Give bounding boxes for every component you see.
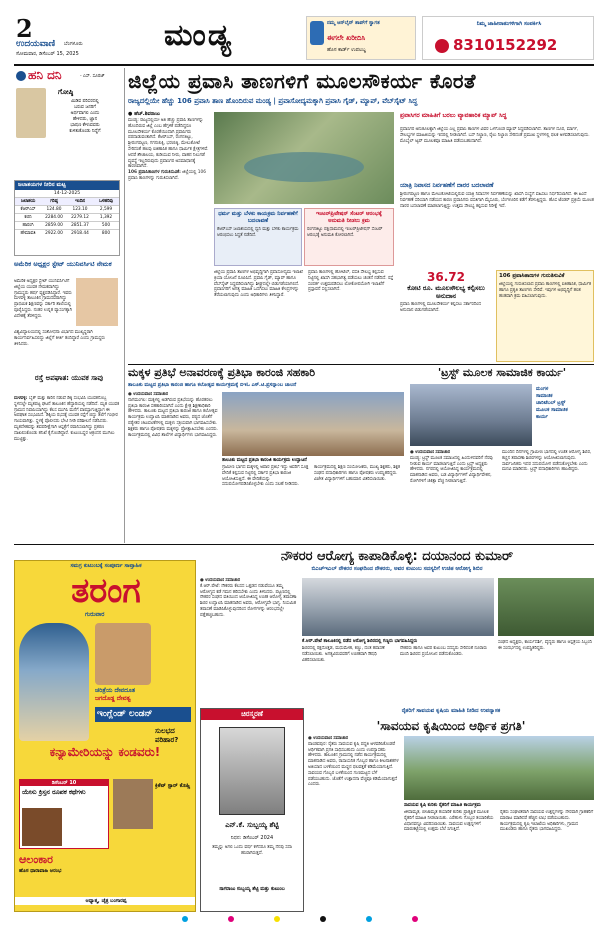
trust-body-1: ● ಉದಯವಾಣಿ ಸಮಾಚಾರ ಮಂಡ್ಯ: ಟ್ರಸ್ಟ್ ಮೂಲಕ ಸಮಾಜದಲ್ಲಿ ಹಿಂದುಳಿದವರಿಗೆ ನೆರವು ನೀಡುವ ಕಾರ್ಯ ಮಾಡಲಾಗುತ್ತಿದೆ ಎಂದು ಟ್ರಸ್ಟ್ ಅಧ್ಯಕ್ಷರು ಹೇಳಿದರು. ನಗರದಲ್ಲಿ ಆಯೋಜಿಸಿದ್ದ ಕಾರ್ಯಕ್ರಮದಲ್ಲಿ ಮಾತನಾಡಿದ ಅವರು, ಬಡ ವಿದ್ಯಾರ್ಥಿಗಳಿಗೆ ವಿದ್ಯಾರ್ಥಿವೇತನ, ರೋಗಿಗಳಿಗೆ ಚಿಕಿತ್ಸಾ ವೆಚ್ಚ ನೀಡಲಾಗುತ್ತಿದೆ. — [410, 450, 493, 484]
story2-title: ರಸ್ತೆ ಅಪಘಾತ: ಯುವಕ ಸಾವು — [34, 374, 104, 382]
reservoir-table-cell: 2851.37 — [71, 223, 89, 228]
taranga-serial-title: ಆಲಂಕಾರ — [19, 853, 53, 866]
brand-author: - ಎಸ್. ಸೂರಜ್ — [80, 74, 105, 79]
taranga-side-feature: ಕ್ರಿಕೆಟ್ ಸ್ಟಾರ್ ಕೊಹ್ಲಿ — [155, 783, 191, 789]
reservoir-table-cell: 2859.00 — [45, 223, 63, 228]
children-subhead: ತಾಲೂಕು ಮಟ್ಟದ ಪ್ರತಿಭಾ ಕಾರಂಜಿ ಹಾಗೂ ಕಲೋತ್ಸವ ಕಾರ್ಯಕ್ರಮಕ್ಕೆ ಬಿಇಓ ಎಸ್.ಟಿ.ಪ್ರಸನ್ನಾಂಬ ಚಾಲನೆ — [128, 382, 297, 388]
left-column-divider — [124, 68, 125, 543]
reservoir-table-cell: ಹೇಮಾವತಿ — [20, 231, 36, 236]
taranga-footer: ಅಧ್ಯಾತ್ಮ, ಚೈತ್ರ ಬಂಗಾರಪ್ಪ — [15, 897, 196, 905]
obituary-text: ತಮ್ಮನ್ನು ಅಗಲಿ ಒಂದು ವರ್ಷ ಕಳೆದರೂ ತಮ್ಮ ನೆನಪು ಸದಾ ಹಸಿರಾಗಿರುತ್ತದೆ. — [212, 845, 292, 856]
box-interpretation-body: ರಂಗನತಿಟ್ಟು ಪಕ್ಷಿಧಾಮದಲ್ಲಿ ಇಂಟರ್‌ಪ್ರಿಟೇಷನ್ ಸೆಂಟರ್ ಆರಂಭಕ್ಕೆ ಅನುಮತಿ ಕೋರಲಾಗಿದೆ. — [307, 227, 383, 238]
trust-body-2: ಮುಂದಿನ ದಿನಗಳಲ್ಲಿ ಗ್ರಾಮೀಣ ಭಾಗದಲ್ಲಿ ಉಚಿತ ಆರೋಗ್ಯ ಶಿಬಿರ, ಕಣ್ಣಿನ ತಪಾಸಣಾ ಶಿಬಿರಗಳನ್ನು ಆಯೋಜಿಸಲಾಗುವುದು. ಸಾರ್ವಜನಿಕರು ಇದರ ಸದುಪಯೋಗ ಪಡೆದುಕೊಳ್ಳಬೇಕು ಎಂದು ಮನವಿ ಮಾಡಿದರು. ಟ್ರಸ್ಟ್ ಪದಾಧಿಕಾರಿಗಳು ಹಾಜರಿದ್ದರು. — [502, 450, 592, 473]
reservoir-table-cell: ಇಂದಿನ — [75, 199, 85, 204]
children-photo — [222, 392, 404, 456]
reservoir-table-cell: ಒಳಹರಿವು — [99, 199, 113, 204]
reservoir-table-row — [15, 229, 119, 237]
stat-note-box — [496, 270, 594, 362]
reservoir-table-date: 14-12-2025 — [53, 191, 81, 196]
city-label: ಬೆಂಗಳೂರು — [64, 41, 83, 47]
reservoir-table-cell: ಹಾರಂಗಿ — [22, 223, 34, 228]
reservoir-table-cell: ಕೆಆರ್‌ಎಸ್ — [20, 207, 36, 212]
stat-title: ಕೋಟಿ ರೂ. ಮೂಲಸೌಲಭ್ಯ ಕಲ್ಪಿಸಲು ಅನುದಾನ — [407, 284, 485, 300]
trust-headline: 'ಟ್ರಸ್ಟ್ ಮೂಲಕ ಸಾಮಾಜಿಕ ಕಾರ್ಯ' — [437, 366, 567, 379]
lead-headline: ಜಿಲ್ಲೆಯ ಪ್ರವಾಸಿ ತಾಣಗಳಿಗೆ ಮೂಲಸೌಕರ್ಯ ಕೊರತೆ — [128, 69, 476, 93]
header-ad-center[interactable] — [306, 16, 416, 60]
box-interpretation — [304, 208, 394, 266]
lead-bottom-rule — [128, 364, 594, 365]
health-body-2: ಶಿಬಿರದಲ್ಲಿ ರಕ್ತದೊತ್ತಡ, ಮಧುಮೇಹ, ಕಣ್ಣು, ದಂತ ತಪಾಸಣೆ ನಡೆಸಲಾಯಿತು. ಅಗತ್ಯವಿರುವವರಿಗೆ ಉಚಿತವಾಗಿ ಔಷಧಿ ವಿತರಿಸಲಾಯಿತು. — [302, 646, 385, 663]
story1-photo — [76, 278, 118, 326]
lead-side-head-2: ಯಾತ್ರಿ ನಿವಾಸದ ನಿರ್ವಹಣೆಗೆ ದಾರರ ಬದಲಾವಣೆ — [400, 182, 494, 189]
lead-byline: ● ಹೆಚ್.ಶಿವರಾಜು — [128, 111, 161, 117]
quote-text: ಮಿಡಿವ ಪರಿಸರದಲ್ಲಿ ಬರುವ ಜನರಿಗೆ ಅರ್ಥವಾಗಲಿ ಎಂದು ಹೇಳಿದರು, ಜ್ಞಾನ ಭಾಷಣ ಕೇಳುವವರು ಕುಳಿತುಕೊಂಡು ನಿದ್ದೆಗೆ — [69, 99, 101, 134]
reservoir-table-cell: 123.10 — [72, 207, 88, 212]
taranga-cover-line: ಕನ್ಯಾಮೇರಿಯನ್ನು ಕಂಡವರು! — [49, 745, 161, 759]
reservoir-table — [14, 180, 120, 256]
mid-rule — [14, 544, 594, 545]
health-caption: ಕೆ.ಆರ್.ಪೇಟೆ ತಾಲೂಕಿನಲ್ಲಿ ನಡೆದ ಆರೋಗ್ಯ ಶಿಬಿರದಲ್ಲಿ ಗಣ್ಯರು ಭಾಗವಹಿಸಿದ್ದರು — [302, 639, 418, 644]
taranga-issue-day: ಗುರುವಾರ — [85, 611, 105, 618]
ad-line-1: ನಮ್ಮ ಆನ್‌ಲೈನ್ ಶಾಪ್‌ಗೆ ಸ್ವಾಗತ — [327, 20, 380, 26]
lead-side-head-1: ಪ್ರವಾಸಿಗರ ಮಾಹಿತಿಗೆ ಬರಲು ವ್ಯಾವಹಾರಿಕ ಮ್ಯಾಪ್ ಸಿದ್ಧ — [400, 112, 507, 119]
brand-title: ಹನಿ ದನಿ — [28, 68, 62, 82]
farming-caption: ಸಾವಯವ ಕೃಷಿ ಕುರಿತು ರೈತರಿಗೆ ಮಾಹಿತಿ ಕಾರ್ಯಕ್ರಮ — [404, 803, 481, 808]
health-body-4: ಸಂಘದ ಅಧ್ಯಕ್ಷರು, ಕಾರ್ಯದರ್ಶಿ, ವೈದ್ಯರು ಹಾಗೂ ಆಸ್ಪತ್ರೆಯ ಸಿಬ್ಬಂದಿ ಈ ಸಂದರ್ಭದಲ್ಲಿ ಉಪಸ್ಥಿತರಿದ್ದರು. — [498, 640, 592, 651]
page-number: 2 — [16, 14, 33, 43]
reservoir-table-cell: 1,392 — [99, 215, 113, 220]
taranga-side-feature-img — [113, 779, 153, 829]
story1-title: ಅಮೆರಿಕ ಅಧ್ಯಕ್ಷರ ಸ್ಟೇಟ್ ಯುನಿವರ್ಸಿಟಿ ನೇಮಕ — [14, 260, 112, 268]
issue-date: ಸೋಮವಾರ, ಡಿಸೆಂಬರ್ 15, 2025 — [16, 51, 79, 57]
taranga-tagline: ಸಮಗ್ರ ಕುಟುಂಬಕ್ಕೆ ಸಂಪೂರ್ಣ ಸಾಪ್ತಾಹಿಕ — [70, 563, 142, 569]
author-photo — [16, 88, 46, 138]
cover-portrait — [95, 623, 151, 685]
lead-subhead: ರಾಜ್ಯದಲ್ಲಿಯೇ ಹೆಚ್ಚು 106 ಪ್ರವಾಸಿ ತಾಣ ಹೊಂದಿರುವ ಮಂಡ್ಯ | ಪ್ರವಾಸೋದ್ಯಮಕ್ಕಾಗಿ ಪ್ರವಾಸಿ ಗೈಡ್, ಮ್ಯಾಪ್, ವೆಬ್‌ಸೈಟ್ ಸಿದ್ಧ — [128, 97, 418, 105]
reservoir-table-cell: ಜಲಾಶಯ — [20, 199, 36, 204]
lead-photo — [214, 112, 394, 204]
serial-image — [22, 808, 62, 846]
reservoir-table-cell: 2,599 — [99, 207, 113, 212]
taranga-box-label: ಡಿಸೆಂಬರ್ 10 — [20, 780, 108, 786]
stat-note: 106 ಪ್ರವಾಸಿತಾಣಗಳ ಗುರುತಿಸುವಿಕೆ — [499, 273, 565, 279]
reservoir-table-header — [15, 197, 119, 205]
page-header — [14, 14, 594, 62]
taranga-box-title: ಯೇಸು ಕ್ರಿಸ್ತನ ರೂಪಕ ಕಥೆಗಳು — [22, 788, 86, 796]
quote-title: ಗೋಷ್ಠಿ — [58, 88, 74, 96]
phone-icon — [310, 21, 324, 45]
story2-body: ಮಳವಳ್ಳಿ: ಬೈಕ್ ಮತ್ತು ಕಾರಿನ ನಡುವೆ ಡಿಕ್ಕಿ ಸಂಭವಿಸಿ ಯುವಕನೊಬ್ಬ ಸ್ಥಳದಲ್ಲೇ ಮೃತಪಟ್ಟ ಘಟನೆ ತಾಲೂಕಿನ ಹೆದ್ದಾರಿಯಲ್ಲಿ ನಡೆದಿದೆ. ಮೃತ ಯುವಕ ಗ್ರಾಮದ ನಿವಾಸಿಯಾಗಿದ್ದು ಕೆಲಸ ಮುಗಿಸಿ ಮನೆಗೆ ವಾಪಸ್ಸಾಗುತ್ತಿದ್ದಾಗ ಈ ಅಪಘಾತ ಸಂಭವಿಸಿದೆ. ಡಿಕ್ಕಿಯ ರಭಸಕ್ಕೆ ಯುವಕ ರಸ್ತೆಗೆ ಬಿದ್ದು ತಲೆಗೆ ಗಂಭೀರ ಗಾಯವಾಗಿತ್ತು. ಸ್ಥಳಕ್ಕೆ ಪೊಲೀಸರು ಭೇಟಿ ನೀಡಿ ಪರಿಶೀಲನೆ ನಡೆಸಿದರು. ಮೃತದೇಹವನ್ನು ಶವಪರೀಕ್ಷೆಗಾಗಿ ಆಸ್ಪತ್ರೆಗೆ ರವಾನಿಸಲಾಗಿದ್ದು ಪ್ರಕರಣ ದಾಖಲಿಸಿಕೊಂಡು ತನಿಖೆ ಕೈಗೊಂಡಿದ್ದಾರೆ. ಕುಟುಂಬಸ್ಥರ ಆಕ್ರಂದನ ಮುಗಿಲು ಮುಟ್ಟಿತ್ತು. — [14, 396, 120, 442]
reservoir-table-cell: ಗರಿಷ್ಠ — [50, 199, 58, 204]
reservoir-table-cell: 500 — [101, 223, 111, 228]
box-light-show-body: ಕೆಆರ್‌ಎಸ್ ಜಲಾಶಯದಲ್ಲಿ ಧ್ವನಿ ಮತ್ತು ಬೆಳಕು ಕಾರ್ಯಕ್ರಮ ಆರಂಭಿಸಲು ಸಿದ್ಧತೆ ನಡೆದಿದೆ. — [217, 227, 299, 238]
trust-photo — [410, 384, 532, 446]
children-body-3: ಕಾರ್ಯಕ್ರಮದಲ್ಲಿ ಶಿಕ್ಷಣ ಸಂಯೋಜಕರು, ಮುಖ್ಯ ಶಿಕ್ಷಕರು, ಶಿಕ್ಷಕ ಸಂಘದ ಪದಾಧಿಕಾರಿಗಳು ಹಾಗೂ ಪೋಷಕರು ಉಪಸ್ಥಿತರಿದ್ದರು. ವಿಜೇತ ವಿದ್ಯಾರ್ಥಿಗಳಿಗೆ ಬಹುಮಾನ ವಿತರಿಸಲಾಯಿತು. — [314, 465, 400, 482]
reservoir-table-body — [15, 197, 119, 237]
health-body-3: ನೌಕರರು ಹಾಗೂ ಅವರ ಕುಟುಂಬ ಸದಸ್ಯರು ಸೇರಿದಂತೆ ನೂರಾರು ಮಂದಿ ಶಿಬಿರದ ಪ್ರಯೋಜನ ಪಡೆದುಕೊಂಡರು. — [400, 646, 487, 657]
children-headline: ಮಕ್ಕಳ ಪ್ರತಿಭೆ ಅನಾವರಣಕ್ಕೆ ಪ್ರತಿಭಾ ಕಾರಂಜಿ ಸಹಕಾರಿ — [128, 366, 316, 379]
reservoir-table-row — [15, 221, 119, 229]
farming-photo — [404, 736, 594, 800]
box-light-show-title: ಧರ್ಮ ಮತ್ತು ಬೆಳಕು ಕಾಯಕ್ರಮ ನಿರ್ವಹಣೆಗೆ ಬದಲಾವಣೆ — [218, 211, 298, 224]
health-photo — [302, 578, 494, 636]
stat-value: 36.72 — [427, 270, 465, 284]
farming-headline: 'ಸಾವಯವ ಕೃಷಿಯಿಂದ ಆರ್ಥಿಕ ಪ್ರಗತಿ' — [376, 719, 526, 733]
reservoir-table-row — [15, 213, 119, 221]
reservoir-table-cell: 2922.00 — [45, 231, 63, 236]
taranga-feature-3: ಇಂಗ್ಲೆಂಡ್ ಲಂಡನ್ — [95, 707, 191, 722]
reservoir-table-cell: 2284.00 — [45, 215, 63, 220]
section-title: ಮಂಡ್ಯ — [164, 18, 234, 53]
taranga-feature-2: ಜಗದೊಡ್ಡ ದೇವತ್ವ — [95, 695, 131, 702]
header-ad-right[interactable] — [422, 16, 594, 60]
farming-body-2: ಜೀವಾಮೃತ, ಬೀಜಾಮೃತ ತಯಾರಿಕೆ ಕುರಿತು ಪ್ರಾತ್ಯಕ್ಷಿಕೆ ಮೂಲಕ ರೈತರಿಗೆ ಮಾಹಿತಿ ನೀಡಲಾಯಿತು. ಎರೆಹುಳು ಗೊಬ್ಬರ ತಯಾರಿಕೆಯ ವಿಧಾನವನ್ನೂ ವಿವರಿಸಲಾಯಿತು. ಸಾವಯವ ಉತ್ಪನ್ನಗಳಿಗೆ ಮಾರುಕಟ್ಟೆಯಲ್ಲಿ ಉತ್ತಮ ಬೆಲೆ ಸಿಗುತ್ತಿದೆ. — [404, 810, 494, 833]
health-photo-2 — [498, 578, 594, 636]
reservoir-table-cell: 124.80 — [46, 207, 62, 212]
obituary-name: ಎನ್.ಕೆ. ಸುಬ್ಬಯ್ಯ ಶೆಟ್ಟಿ — [225, 821, 279, 829]
stat-note-body: ಜಿಲ್ಲೆಯಲ್ಲಿ ಗುರುತಿಸಲಾದ ಪ್ರವಾಸಿ ತಾಣಗಳಲ್ಲಿ ಐತಿಹಾಸಿಕ, ಧಾರ್ಮಿಕ ಹಾಗೂ ಪ್ರಕೃತಿ ತಾಣಗಳು ಸೇರಿವೆ. ಇವುಗಳ ಅಭಿವೃದ್ಧಿಗೆ ಹಂತ ಹಂತವಾಗಿ ಕ್ರಮ ವಹಿಸಲಾಗುವುದು. — [499, 282, 591, 299]
reservoir-table-cell: 2279.12 — [71, 215, 89, 220]
reservoir-table-title: ಜಲಾಶಯಗಳ ನೀರಿನ ಮಟ್ಟ — [15, 181, 119, 190]
box-interpretation-title: ಇಂಟರ್‌ಪ್ರಿಟೇಷನ್ ಸೆಂಟರ್ ಆರಂಭಕ್ಕೆ ಅನುಮತಿ ನೀಡಲು ಕ್ರಮ — [316, 211, 382, 224]
trust-side-lines: ಮಂಗಳ ಸಾಮಾಜಿಕ ಚಾರಿಟೆಬಲ್ ಟ್ರಸ್ಟ್ ಮೂಲಕ ಸಾಮಾಜಿಕ ಕಾರ್ಯ — [536, 386, 568, 420]
health-subhead: ಬಿಎಚ್‌ಇಎಲ್ ನೌಕರರ ಸಂಘದಿಂದ ನೌಕರರು, ಅವರ ಕುಟುಂಬ ಸದಸ್ಯರಿಗೆ ಉಚಿತ ಆರೋಗ್ಯ ಶಿಬಿರ — [311, 566, 483, 572]
ad-right-title: ನಿಮ್ಮ ಜಾಹೀರಾತುಗಳಿಗಾಗಿ ಸಂಪರ್ಕಿಸಿ — [476, 21, 542, 27]
taranga-title: ತರಂಗ — [71, 571, 141, 611]
left-column — [14, 68, 122, 543]
story1-body-cont: ವಿಶ್ವವಿದ್ಯಾಲಯದಲ್ಲಿ ಸಂಶೋಧನಾ ವಿಭಾಗದ ಮುಖ್ಯಸ್ಥರಾಗಿ ಕಾರ್ಯನಿರ್ವಹಿಸಲಿದ್ದು ಜಿಲ್ಲೆಗೆ ಕೀರ್ತಿ ತಂದಿದ್ದಾರೆ ಎಂದು ಗ್ರಾಮಸ್ಥರು ತಿಳಿಸಿದರು. — [14, 330, 105, 347]
taranga-feature-1: ಚರಿತ್ರೆಯ ದೇವದೂತ — [95, 687, 136, 694]
health-headline: ನೌಕರರ ಆರೋಗ್ಯ ಕಾಪಾಡಿಕೊಳ್ಳಿ: ದಯಾನಂದ ಕುಮಾರ್ — [280, 549, 514, 564]
phone-number-icon — [435, 39, 449, 53]
paper-name: ಉದಯವಾಣಿ — [16, 39, 56, 49]
children-body-1: ● ಉದಯವಾಣಿ ಸಮಾಚಾರ ನಾಗಮಂಗಲ: ಮಕ್ಕಳಲ್ಲಿ ಅಡಗಿರುವ ಪ್ರತಿಭೆಯನ್ನು ಹೊರತರಲು ಪ್ರತಿಭಾ ಕಾರಂಜಿ ಸಹಕಾರಿಯಾಗಿದೆ ಎಂದು ಕ್ಷೇತ್ರ ಶಿಕ್ಷಣಾಧಿಕಾರಿ ಹೇಳಿದರು. ತಾಲೂಕು ಮಟ್ಟದ ಪ್ರತಿಭಾ ಕಾರಂಜಿ ಹಾಗೂ ಕಲೋತ್ಸವ ಕಾರ್ಯಕ್ರಮ ಉದ್ಘಾಟಿಸಿ ಮಾತನಾಡಿದ ಅವರು, ಪಠ್ಯದ ಜೊತೆಗೆ ಪಠ್ಯೇತರ ಚಟುವಟಿಕೆಗಳಲ್ಲಿ ಮಕ್ಕಳು ಸಕ್ರಿಯವಾಗಿ ಭಾಗವಹಿಸಬೇಕು. ಶಿಕ್ಷಕರು ಹಾಗೂ ಪೋಷಕರು ಮಕ್ಕಳನ್ನು ಪ್ರೋತ್ಸಾಹಿಸಬೇಕು ಎಂದರು. ಕಾರ್ಯಕ್ರಮದಲ್ಲಿ ವಿವಿಧ ಶಾಲೆಗಳ ವಿದ್ಯಾರ್ಥಿಗಳು ಭಾಗವಹಿಸಿದ್ದರು. — [128, 392, 219, 438]
reservoir-table-cell: 800 — [101, 231, 111, 236]
lead-body-2: ಜಿಲ್ಲೆಯ ಪ್ರವಾಸಿ ತಾಣಗಳ ಅಭಿವೃದ್ಧಿಗಾಗಿ ಪ್ರವಾಸೋದ್ಯಮ ಇಲಾಖೆ ಕ್ರಿಯಾ ಯೋಜನೆ ರೂಪಿಸಿದೆ. ಪ್ರವಾಸಿ ಗೈಡ್, ಮ್ಯಾಪ್ ಹಾಗೂ ವೆಬ್‌ಸೈಟ್ ಸಿದ್ಧಪಡಿಸಲಾಗಿದ್ದು ಶೀಘ್ರದಲ್ಲೇ ಬಿಡುಗಡೆಯಾಗಲಿದೆ. ಪ್ರವಾಸಿಗರಿಗೆ ಅಗತ್ಯ ಮಾಹಿತಿ ಒದಗಿಸಲು ಮಾಹಿತಿ ಕೇಂದ್ರಗಳನ್ನು ತೆರೆಯಲಾಗುವುದು ಎಂದು ಅಧಿಕಾರಿಗಳು ತಿಳಿಸಿದ್ದಾರೆ. — [214, 270, 303, 299]
obituary-note: ನಿಧನ: ಡಿಸೆಂಬರ್ 2024 — [230, 835, 274, 841]
reservoir-table-cell: ಕಬಿನಿ — [24, 215, 32, 220]
taranga-ad[interactable] — [14, 560, 196, 912]
obituary-box — [200, 708, 304, 912]
health-body-1: ● ಉದಯವಾಣಿ ಸಮಾಚಾರ ಕೆ.ಆರ್.ಪೇಟೆ: ನೌಕರರು ಕೆಲಸದ ಒತ್ತಡದ ನಡುವೆಯೂ ತಮ್ಮ ಆರೋಗ್ಯದ ಕಡೆ ಗಮನ ಹರಿಸಬೇಕು ಎಂದು ತಿಳಿಸಿದರು. ಪಟ್ಟಣದಲ್ಲಿ ನೌಕರರ ಸಂಘದ ವತಿಯಿಂದ ಆಯೋಜಿಸಿದ್ದ ಉಚಿತ ಆರೋಗ್ಯ ತಪಾಸಣಾ ಶಿಬಿರ ಉದ್ಘಾಟಿಸಿ ಮಾತನಾಡಿದ ಅವರು, ಆರೋಗ್ಯವೇ ಭಾಗ್ಯ. ನಿಯಮಿತ ತಪಾಸಣೆ ಮಾಡಿಸಿಕೊಳ್ಳುವುದರಿಂದ ರೋಗಗಳನ್ನು ಆರಂಭದಲ್ಲೇ ಪತ್ತೆಹಚ್ಚಬಹುದು. — [200, 578, 297, 618]
box-light-show — [214, 208, 302, 266]
reservoir-table-row — [15, 205, 119, 213]
farming-body-1: ● ಉದಯವಾಣಿ ಸಮಾಚಾರ ಪಾಂಡವಪುರ: ರೈತರು ಸಾವಯವ ಕೃಷಿ ಪದ್ಧತಿ ಅಳವಡಿಸಿಕೊಂಡರೆ ಆರ್ಥಿಕವಾಗಿ ಪ್ರಗತಿ ಸಾಧಿಸಬಹುದು ಎಂದು ಉಪನ್ಯಾಸಕರು ಹೇಳಿದರು. ತಾಲೂಕಿನ ಗ್ರಾಮದಲ್ಲಿ ನಡೆದ ಕಾರ್ಯಕ್ರಮದಲ್ಲಿ ಮಾತನಾಡಿದ ಅವರು, ರಾಸಾಯನಿಕ ಗೊಬ್ಬರ ಹಾಗೂ ಕೀಟನಾಶಕಗಳ ಅತಿಯಾದ ಬಳಕೆಯಿಂದ ಮಣ್ಣಿನ ಫಲವತ್ತತೆ ಕಡಿಮೆಯಾಗುತ್ತಿದೆ. ಸಾವಯವ ಗೊಬ್ಬರ ಬಳಕೆಯಿಂದ ಗುಣಮಟ್ಟದ ಬೆಳೆ ಪಡೆಯಬಹುದು. ಜೊತೆಗೆ ಉತ್ಪಾದನಾ ವೆಚ್ಚವೂ ಕಡಿಮೆಯಾಗುತ್ತದೆ ಎಂದರು. — [308, 736, 399, 788]
ad-line-3: ಹೊಸ ಕಾರ್ಡ್ ಉಪಲಬ್ಧ — [327, 47, 366, 53]
lead-side-body-1: ಪ್ರವಾಸಿಗರ ಅನುಕೂಲಕ್ಕಾಗಿ ಜಿಲ್ಲೆಯ ಎಲ್ಲ ಪ್ರವಾಸಿ ತಾಣಗಳ ವಿವರ ಒಳಗೊಂಡ ಮ್ಯಾಪ್ ಸಿದ್ಧಪಡಿಸಲಾಗಿದೆ. ತಾಣಗಳ ದೂರ, ಮಾರ್ಗ, ಸೌಲಭ್ಯಗಳ ಮಾಹಿತಿಯನ್ನು ಇದರಲ್ಲಿ ನೀಡಲಾಗಿದೆ. ಬಸ್ ನಿಲ್ದಾಣ, ರೈಲು ನಿಲ್ದಾಣ ಸೇರಿದಂತೆ ಪ್ರಮುಖ ಸ್ಥಳಗಳಲ್ಲಿ ಫಲಕ ಅಳವಡಿಸಲಾಗುವುದು. ಮೊಬೈಲ್ ಆ್ಯಪ್ ಮೂಲಕವೂ ಮಾಹಿತಿ ಪಡೆಯಬಹುದಾಗಿದೆ. — [400, 127, 590, 144]
obituary-from: ನಾಗರಾಜು ಸುಬ್ಬಯ್ಯ ಶೆಟ್ಟಿ ಮತ್ತು ಕುಟುಂಬ — [219, 887, 285, 892]
ad-right-phone: 8310152292 — [453, 36, 558, 54]
registration-marks — [110, 916, 490, 924]
farming-body-3: ರೈತರು ಸಂಘಟಿತರಾಗಿ ಸಾವಯವ ಉತ್ಪನ್ನಗಳನ್ನು ನೇರವಾಗಿ ಗ್ರಾಹಕರಿಗೆ ಮಾರಾಟ ಮಾಡಿದರೆ ಹೆಚ್ಚಿನ ಲಾಭ ಪಡೆಯಬಹುದು. ಕಾರ್ಯಕ್ರಮದಲ್ಲಿ ಕೃಷಿ ಇಲಾಖೆಯ ಅಧಿಕಾರಿಗಳು, ಗ್ರಾಮದ ಮುಖಂಡರು ಹಾಗೂ ರೈತರು ಭಾಗವಹಿಸಿದ್ದರು. — [500, 810, 594, 833]
reservoir-table-cell: 2918.44 — [71, 231, 89, 236]
lead-body-1: ಮಂಡ್ಯ: ರಾಜ್ಯದಲ್ಲಿಯೇ ಅತಿ ಹೆಚ್ಚು ಪ್ರವಾಸಿ ತಾಣಗಳನ್ನು ಹೊಂದಿರುವ ಜಿಲ್ಲೆ ಎಂಬ ಹೆಗ್ಗಳಿಕೆ ಪಡೆದಿದ್ದರೂ ಮೂಲಸೌಕರ್ಯ ಕೊರತೆಯಿಂದಾಗಿ ಪ್ರವಾಸಿಗರು ಪರದಾಡುವಂತಾಗಿದೆ. ಕೆಆರ್‌ಎಸ್, ರಂಗನತಿಟ್ಟು, ಶ್ರೀರಂಗಪಟ್ಟಣ, ಗಗನಚುಕ್ಕಿ, ಭರಚುಕ್ಕಿ, ಮೇಲುಕೋಟೆ ಸೇರಿದಂತೆ ಹಲವು ಐತಿಹಾಸಿಕ ಹಾಗೂ ಧಾರ್ಮಿಕ ಕ್ಷೇತ್ರಗಳಿವೆ. ಆದರೆ ಶೌಚಾಲಯ, ಕುಡಿಯುವ ನೀರು, ವಾಹನ ನಿಲುಗಡೆ ವ್ಯವಸ್ಥೆ ಇಲ್ಲದಿರುವುದು ಪ್ರವಾಸಿಗರ ಅಸಮಾಧಾನಕ್ಕೆ ಕಾರಣವಾಗಿದೆ. 106 ಪ್ರವಾಸಿತಾಣಗಳ ಗುರುತಿಸುವಿಕೆ: ಜಿಲ್ಲೆಯಲ್ಲಿ 106 ಪ್ರವಾಸಿ ತಾಣಗಳನ್ನು ಗುರುತಿಸಲಾಗಿದೆ. — [128, 118, 209, 181]
obituary-photo — [219, 727, 285, 815]
story1-body: ಅಮೆರಿಕ ಅಧ್ಯಕ್ಷರ ಸ್ಟೇಟ್ ಯುನಿವರ್ಸಿಟಿಗೆ ಜಿಲ್ಲೆಯ ಯುವಕ ನೇಮಕವಾಗಿದ್ದು ಗ್ರಾಮಸ್ಥರು ಹರ್ಷ ವ್ಯಕ್ತಪಡಿಸಿದ್ದಾರೆ. ಇವರು ಮಳವಳ್ಳಿ ತಾಲೂಕಿನ ಗ್ರಾಮದವರಾಗಿದ್ದು ಪ್ರಾಥಮಿಕ ಶಿಕ್ಷಣವನ್ನು ಸರ್ಕಾರಿ ಶಾಲೆಯಲ್ಲಿ ಪೂರೈಸಿದ್ದರು. ನಂತರ ಉನ್ನತ ವ್ಯಾಸಂಗಕ್ಕಾಗಿ ವಿದೇಶಕ್ಕೆ ತೆರಳಿದ್ದರು. — [14, 279, 72, 319]
taranga-box — [19, 779, 109, 849]
taranga-feature-4: ಸುಲಭದ ಪರಿಹಾರ? — [155, 727, 179, 744]
stat-body: ಪ್ರವಾಸಿ ತಾಣಗಳಲ್ಲಿ ಮೂಲಸೌಕರ್ಯ ಕಲ್ಪಿಸಲು ಸರ್ಕಾರದಿಂದ ಅನುದಾನ ಬಿಡುಗಡೆಯಾಗಿದೆ. — [400, 302, 482, 313]
lead-side-body-2: ಶ್ರೀರಂಗಪಟ್ಟಣ ಹಾಗೂ ಮೇಲುಕೋಟೆಯಲ್ಲಿರುವ ಯಾತ್ರಿ ನಿವಾಸಗಳ ನಿರ್ವಹಣೆಯನ್ನು ಖಾಸಗಿ ಸಂಸ್ಥೆಗೆ ವಹಿಸಲು ನಿರ್ಧರಿಸಲಾಗಿದೆ. ಈ ಹಿಂದೆ ನಿರ್ವಹಣೆ ಸರಿಯಾಗಿ ನಡೆಯದ ಕಾರಣ ಪ್ರವಾಸಿಗರು ವಸತಿಗಾಗಿ ಮೈಸೂರು, ಬೆಂಗಳೂರಿನ ಕಡೆಗೆ ತೆರಳುತ್ತಿದ್ದರು. ಹೊಸ ಟೆಂಡರ್ ಪ್ರಕ್ರಿಯೆ ಮೂಲಕ ದಾರರ ಬದಲಾವಣೆ ಮಾಡಲಾಗುತ್ತಿದ್ದು ಉತ್ತಮ ಸೌಲಭ್ಯ ಕಲ್ಪಿಸುವ ನಿರೀಕ್ಷೆ ಇದೆ. — [400, 192, 594, 209]
children-caption: ತಾಲೂಕು ಮಟ್ಟದ ಪ್ರತಿಭಾ ಕಾರಂಜಿ ಕಾರ್ಯಕ್ರಮ ಉದ್ಘಾಟನೆ — [222, 458, 307, 463]
taranga-serial-sub: ಹೊಸ ಧಾರಾವಾಹಿ ಆರಂಭ — [19, 868, 62, 874]
lead-body-3: ಪ್ರವಾಸಿ ತಾಣಗಳಲ್ಲಿ ಹೋಟೆಲ್, ವಸತಿ ಸೌಲಭ್ಯ ಕಲ್ಪಿಸುವ ನಿಟ್ಟಿನಲ್ಲಿ ಖಾಸಗಿ ಸಹಭಾಗಿತ್ವ ಪಡೆಯಲು ಚಿಂತನೆ ನಡೆದಿದೆ. ರಸ್ತೆ ಸಂಪರ್ಕ ಉತ್ತಮಪಡಿಸಲು ಲೋಕೋಪಯೋಗಿ ಇಲಾಖೆಗೆ ಪ್ರಸ್ತಾವನೆ ಸಲ್ಲಿಸಲಾಗಿದೆ. — [308, 270, 394, 293]
children-body-2: ಗ್ರಾಮೀಣ ಭಾಗದ ಮಕ್ಕಳಲ್ಲಿ ಅಪಾರ ಪ್ರತಿಭೆ ಇದ್ದು ಅವರಿಗೆ ಸೂಕ್ತ ವೇದಿಕೆ ಕಲ್ಪಿಸುವ ನಿಟ್ಟಿನಲ್ಲಿ ಸರ್ಕಾರ ಪ್ರತಿಭಾ ಕಾರಂಜಿ ಆಯೋಜಿಸುತ್ತಿದೆ. ಈ ವೇದಿಕೆಯನ್ನು ಸದುಪಯೋಗಪಡಿಸಿಕೊಳ್ಳಬೇಕು ಎಂದು ಸಲಹೆ ನೀಡಿದರು. — [222, 465, 309, 488]
farming-kicker: ರೈತರಿಗೆ ಸಾವಯವ ಕೃಷಿಯ ಮಾಹಿತಿ ನೀಡಿದ ಉಪನ್ಯಾಸಕ — [401, 708, 501, 714]
header-rule — [14, 64, 594, 66]
mary-image — [19, 623, 89, 741]
obituary-section: ಚಿರಸ್ಮರಣೆ — [201, 709, 303, 720]
ad-line-2: ಈಗಲೇ ಖರೀದಿಸಿ — [327, 34, 366, 42]
stat-box — [400, 270, 492, 362]
drop-icon — [16, 71, 26, 81]
